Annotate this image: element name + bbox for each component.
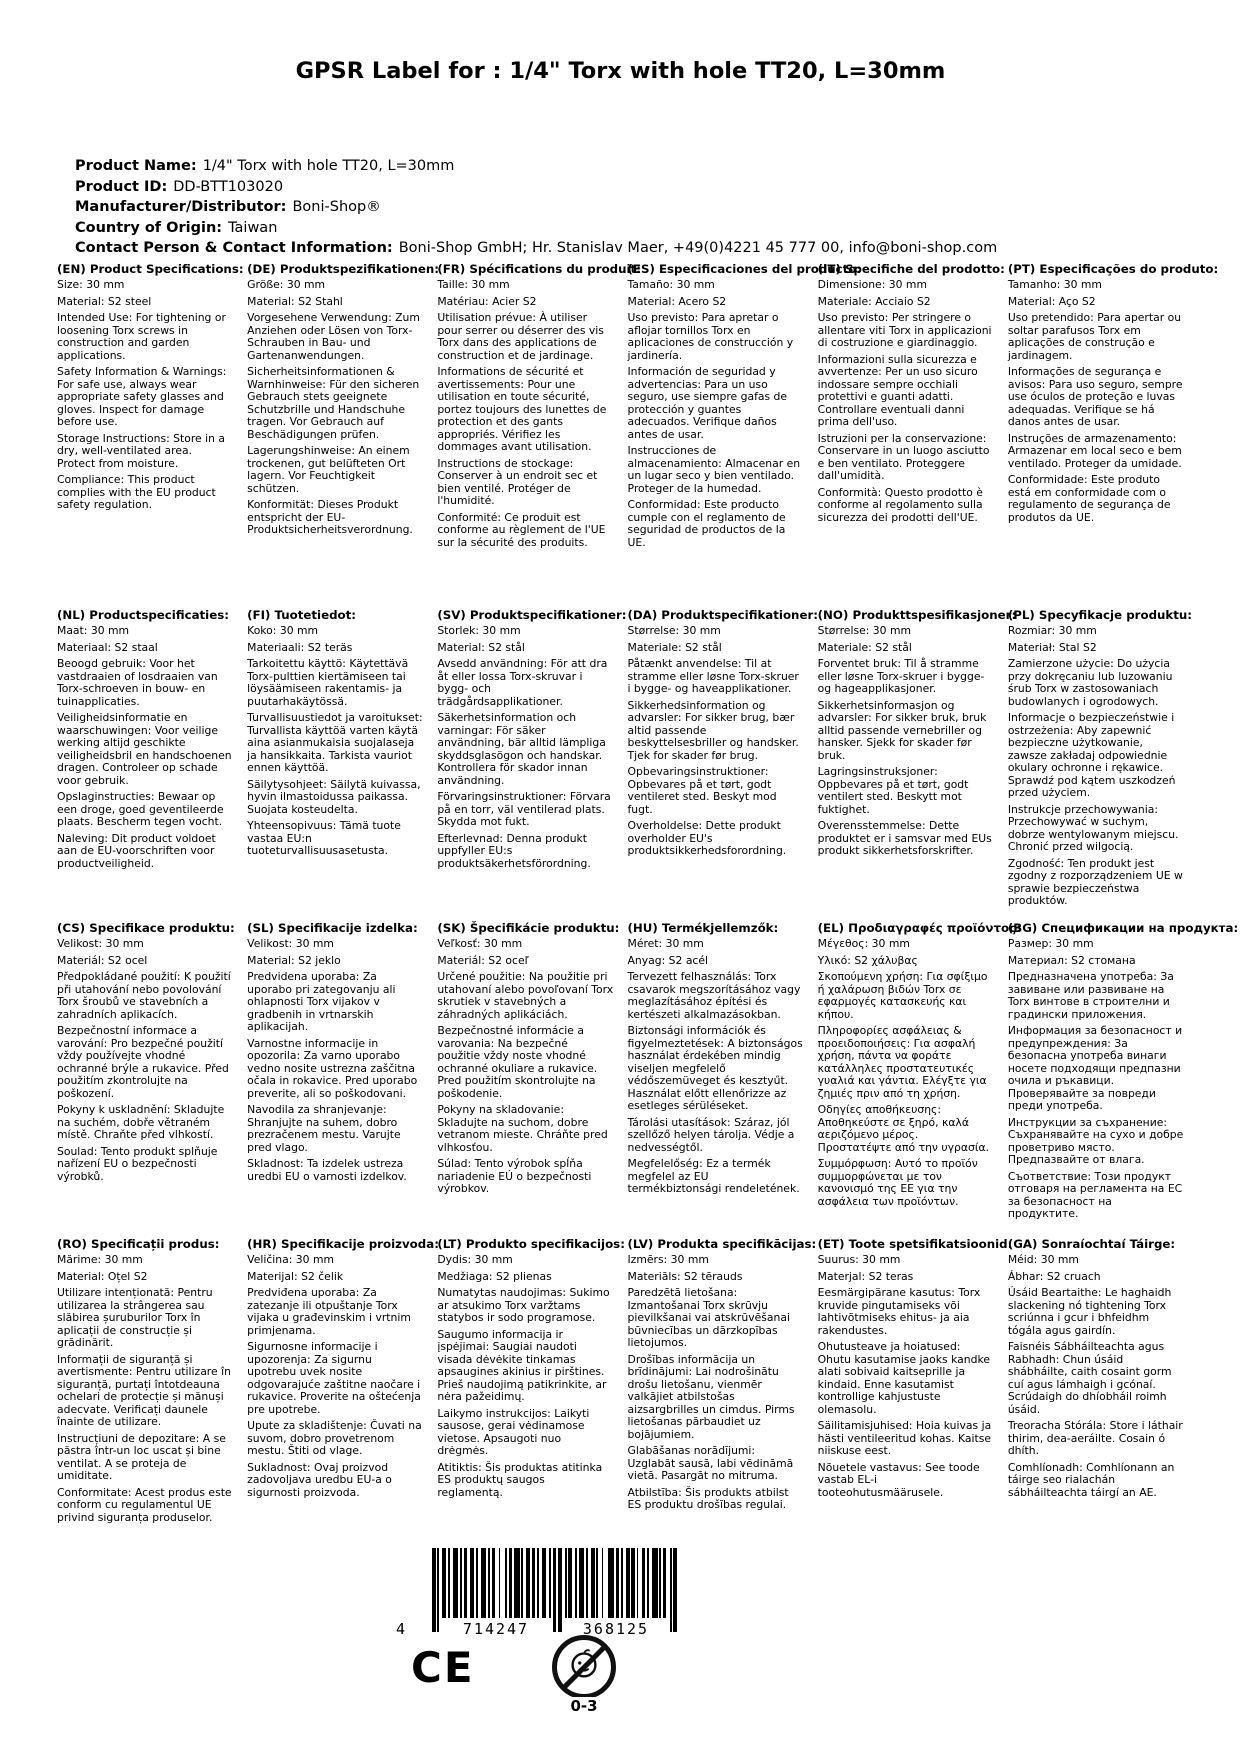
language-block-paragraph: Anyag: S2 acél <box>627 953 709 967</box>
barcode-bar <box>521 1548 523 1618</box>
language-block-heading: (SK) Špecifikácie produktu: <box>437 921 620 935</box>
language-block-paragraph: Compliance: This product complies with the EU product safety regulation. <box>57 473 216 512</box>
language-block-paragraph: Sicherheitsinformationen & Warnhinweise: Für den sicheren Gebrauch stets geeignete Schutzbrille und Handschuhe tragen. Vor Gebrauch auf Beschädigungen prüfen. <box>247 365 420 441</box>
language-block <box>627 262 862 553</box>
language-block-paragraph: Bezpečnostné informácie a varovania: Na bezpečné použitie vždy noste vhodné ochranné okuliare a rukavice. Pred použitím skontrolujte na poškodenie. <box>437 1024 598 1100</box>
language-block <box>1007 262 1219 528</box>
language-block-paragraph: Atitiktis: Šis produktas atitinka ES produktų saugos reglamentą. <box>437 1460 603 1499</box>
barcode-bar <box>532 1548 536 1618</box>
language-block-paragraph: Předpokládané použití: K použití při utahování nebo povolování Torx šroubů ve stavebních a zahradních aplikacích. <box>57 970 231 1021</box>
language-block-paragraph: Съответствие: Този продукт отговаря на регламента на ЕС за безопасност на продуктите. <box>1007 1169 1183 1221</box>
language-block-heading: (DA) Produktspecifikationer: <box>627 608 818 622</box>
language-block-paragraph: Drošības informācija un brīdinājumi: Lai nodrošinātu drošu lietošanu, vienmēr valkājiet atbilstošas aizsargbrilles un cimdus. Pirms lietošanas pārbaudiet uz bojājumiem. <box>627 1352 795 1441</box>
barcode-bar <box>565 1548 567 1618</box>
language-block-paragraph: Turvallisuustiedot ja varoitukset: Turvallista käyttöä varten käytä aina asianmukaisia suojalaseja ja hansikkaita. Tarkista vauriot ennen käyttöä. <box>247 711 423 775</box>
language-block-heading: (HR) Specifikacije proizvoda: <box>247 1237 439 1251</box>
language-block-paragraph: Comhlíonadh: Comhlíonann an táirge seo rialachán sábháilteachta táirgí an AE. <box>1007 1460 1175 1499</box>
language-block <box>627 608 818 862</box>
language-block-paragraph: Predviđena uporaba: Za zatezanje ili otpuštanje Torx vijaka u građevinskim i vrtnim primjenama. <box>247 1286 411 1337</box>
language-block-paragraph: Forventet bruk: Til å stramme eller løsne Torx-skruer i bygge- og hageapplikasjoner. <box>817 657 985 696</box>
barcode-bar <box>460 1548 462 1618</box>
language-block-paragraph: Opslaginstructies: Bewaar op een droge, goed geventileerde plaats. Bescherm tegen vocht. <box>57 790 224 829</box>
barcode-bar <box>575 1548 577 1618</box>
language-block-heading: (LV) Produkta specifikācijas: <box>627 1237 817 1251</box>
language-block-paragraph: Информация за безопасност и предупреждения: За безопасна употреба винаги носете подходящи предпазни очила и ръкавици. Проверявайте за повреди преди употреба. <box>1007 1024 1183 1113</box>
language-block-paragraph: Materijal: S2 čelik <box>247 1269 344 1283</box>
barcode-bar <box>476 1548 478 1618</box>
barcode-bar <box>537 1548 539 1618</box>
language-block-paragraph: Varnostne informacije in opozorila: Za varno uporabo vedno nosite ustrezna zaščitna očala in rokavice. Pred uporabo preverite, ali so poškodovani. <box>247 1036 418 1100</box>
barcode-bar <box>470 1548 474 1618</box>
barcode-bar <box>505 1548 507 1618</box>
language-block-paragraph: Størrelse: 30 mm <box>817 624 911 637</box>
language-block-paragraph: Tervezett felhasználás: Torx csavarok megszorításához vagy meglazításához építési és kertészeti alkalmazásokban. <box>627 970 801 1021</box>
language-block-heading: (FR) Spécifications du produit: <box>437 262 641 276</box>
language-block-paragraph: Informações de segurança e avisos: Para uso seguro, sempre use óculos de proteção e luvas adequadas. Verifique se há danos antes de usar. <box>1007 365 1183 429</box>
language-block <box>57 921 233 1187</box>
language-block-heading: (ES) Especificaciones del producto: <box>627 262 862 276</box>
age-range-label: 0-3 <box>570 1697 598 1715</box>
language-block <box>437 921 620 1200</box>
language-block-paragraph: Størrelse: 30 mm <box>627 624 721 637</box>
language-block-paragraph: Conformidad: Este producto cumple con el reglamento de seguridad de productos de la UE. <box>627 498 786 549</box>
language-block-paragraph: Pokyny na skladovanie: Skladujte na suchom, dobre vetranom mieste. Chráňte pred vlhkosťou. <box>437 1103 608 1154</box>
language-row <box>57 1237 1184 1528</box>
language-block-paragraph: Instrucciones de almacenamiento: Almacenar en un lugar seco y bien ventilado. Proteger de la humedad. <box>627 444 801 495</box>
barcode-bar <box>637 1548 639 1618</box>
barcode-bar <box>659 1548 661 1618</box>
language-block-paragraph: Materiale: Acciaio S2 <box>817 294 931 308</box>
language-block-paragraph: Istruzioni per la conservazione: Conservare in un luogo asciutto e ben ventilato. Proteggere dall'umidità. <box>817 431 990 483</box>
language-block-paragraph: Saugumo informacija ir įspėjimai: Saugiai naudoti visada dėvėkite tinkamas apsaugines akinius ir pirštines. Prieš naudojimą patikrinkite, ar nėra pažeidimų. <box>437 1327 607 1404</box>
language-block-paragraph: Lagerungshinweise: An einem trockenen, gut belüfteten Ort lagern. Vor Feuchtigkeit schützen. <box>247 444 410 495</box>
language-block-paragraph: Conformidade: Este produto está em conformidade com o regulamento de segurança de produtos da UE. <box>1007 473 1171 524</box>
barcode-bar <box>568 1548 572 1618</box>
language-block-heading: (IT) Specifiche del prodotto: <box>817 262 1005 276</box>
language-block-heading: (EL) Προδιαγραφές προϊόντος: <box>817 921 1021 935</box>
barcode-bar <box>616 1548 620 1618</box>
language-block-paragraph: Tamanho: 30 mm <box>1007 278 1102 291</box>
barcode-bar <box>663 1548 667 1618</box>
language-block-paragraph: Uso previsto: Per stringere o allentare viti Torx in applicazioni di costruzione e giardinaggio. <box>817 311 992 350</box>
language-block-paragraph: Material: S2 stål <box>437 640 525 654</box>
language-block-paragraph: Ohutusteave ja hoiatused: Ohutu kasutamise jaoks kandke alati sobivaid kaitseprille ja kindaid. Enne kasutamist kontrollige kahjustuste olemasolu. <box>817 1340 990 1416</box>
language-block-paragraph: Avsedd användning: För att dra åt eller lossa Torx-skruvar i bygg- och trädgårdsapplikationer. <box>437 657 608 708</box>
language-block <box>57 262 244 516</box>
barcode-bar <box>579 1548 584 1618</box>
language-block-paragraph: Materiaali: S2 teräs <box>247 640 353 654</box>
barcode-bar <box>596 1548 598 1618</box>
language-block-paragraph: Glabāšanas norādījumi: Uzglabāt sausā, labi vēdināmā vietā. Pasargāt no mitruma. <box>627 1444 794 1483</box>
language-block-paragraph: Upute za skladištenje: Čuvati na suvom, dobro provetrenom mestu. Štiti od vlage. <box>247 1419 422 1458</box>
language-block-paragraph: Utilizare intenționată: Pentru utilizarea la strângerea sau slăbirea șuruburilor Torx în aplicații de construcție și grădinărit. <box>57 1286 213 1350</box>
language-block-paragraph: Suurus: 30 mm <box>817 1253 901 1266</box>
language-block <box>57 608 233 874</box>
product-field-value: Boni-Shop GmbH; Hr. Stanislav Maer, +49(0)4221 45 777 00, info@boni-shop.com <box>398 240 998 256</box>
language-block-paragraph: Dimensione: 30 mm <box>817 278 927 291</box>
language-block-paragraph: Informacje o bezpieczeństwie i ostrzeżenia: Aby zapewnić bezpieczne użytkowanie, zawsze zakładaj odpowiednie okulary ochronne i rękawice. Sprawdź pod kątem uszkodzeń przed użyciem. <box>1007 711 1176 800</box>
barcode-bar <box>626 1548 630 1618</box>
language-block-paragraph: Предназначена употреба: За завиване или развиване на Torx винтове в строителни и градински приложения. <box>1007 970 1174 1021</box>
product-field-label: Product ID: <box>75 178 168 195</box>
language-block-paragraph: Materiale: S2 stål <box>627 640 722 654</box>
language-block-paragraph: Dydis: 30 mm <box>437 1253 513 1266</box>
barcode-bar <box>442 1548 446 1618</box>
language-block-paragraph: Matériau: Acier S2 <box>437 294 537 308</box>
ce-mark: CE <box>411 1643 475 1692</box>
language-block-paragraph: Οδηγίες αποθήκευσης: Αποθηκεύστε σε ξηρό, καλά αεριζόμενο μέρος. Προστατέψτε από την υγρασία. <box>817 1103 990 1154</box>
language-block-paragraph: Sukladnost: Ovaj proizvod zadovoljava uredbu EU-a o sigurnosti proizvoda. <box>247 1460 392 1499</box>
language-block-paragraph: Naleving: Dit product voldoet aan de EU-voorschriften voor productveiligheid. <box>57 831 216 870</box>
product-field-value: 1/4" Torx with hole TT20, L=30mm <box>202 158 455 174</box>
language-block-paragraph: Efterlevnad: Denna produkt uppfyller EU:s produktsäkerhetsförordning. <box>437 831 591 870</box>
barcode-bar <box>602 1548 604 1618</box>
product-field-value: Taiwan <box>228 219 278 236</box>
language-block-heading: (FI) Tuotetiedot: <box>247 608 356 622</box>
language-block-paragraph: Atbilstība: Šis produkts atbilst ES produktu drošības regulai. <box>627 1485 789 1512</box>
language-block-paragraph: Säilytysohjeet: Säilytä kuivassa, hyvin ilmastoidussa paikassa. Suojata kosteudelta. <box>247 777 421 816</box>
language-block-heading: (RO) Specificații produs: <box>57 1237 220 1251</box>
language-block <box>1007 921 1239 1225</box>
language-block-paragraph: Numatytas naudojimas: Sukimo ar atsukimo Torx varžtams statybos ir sodo programose. <box>437 1286 610 1325</box>
language-block-paragraph: Overholdelse: Dette produkt overholder EU's produktsikkerhedsforordning. <box>627 819 787 858</box>
language-block-heading: (SV) Produktspecifikationer: <box>437 608 627 622</box>
language-block-paragraph: Conformità: Questo prodotto è conforme al regolamento sulla sicurezza dei prodotti dell'UE. <box>817 485 983 524</box>
language-block <box>817 921 1021 1212</box>
barcode-bar <box>591 1548 595 1618</box>
product-field-value: DD-BTT103020 <box>173 178 284 195</box>
language-block-paragraph: Navodila za shranjevanje: Shranjujte na suhem, dobro prezračenem mestu. Varujte pred vlago. <box>247 1103 401 1154</box>
language-block-paragraph: Opbevaringsinstruktioner: Opbevares på et tørt, godt ventileret sted. Beskyt mod fugt. <box>627 765 777 816</box>
language-block-paragraph: Размер: 30 mm <box>1007 937 1094 950</box>
barcode-bar <box>509 1548 513 1618</box>
language-block <box>57 1237 233 1528</box>
language-block-paragraph: Materiál: S2 ocel <box>57 953 148 967</box>
language-block-paragraph: Material: Acero S2 <box>627 294 727 308</box>
language-block <box>437 262 641 553</box>
language-block-paragraph: Mărime: 30 mm <box>57 1253 143 1266</box>
language-block-paragraph: Sikkerhetsinformasjon og advarsler: For sikker bruk, bruk alltid passende vernebriller og hansker. Sjekk for skader før bruk. <box>817 698 987 762</box>
barcode-bar <box>488 1548 490 1618</box>
language-block-paragraph: Konformität: Dieses Produkt entspricht der EU-Produktsicherheitsverordnung. <box>247 498 413 537</box>
page-title: GPSR Label for : 1/4" Torx with hole TT20, L=30mm <box>295 58 946 84</box>
language-block-paragraph: Säkerhetsinformation och varningar: För säker användning, bär alltid lämpliga skyddsglasögon och handskar. Kontrollera för skador innan användning. <box>437 711 606 787</box>
language-block-paragraph: Yhteensopivuus: Tämä tuote vastaa EU:n tuoteturvallisuusasetusta. <box>247 819 401 858</box>
product-field-label: Country of Origin: <box>75 219 223 236</box>
language-block-paragraph: Predvidena uporaba: Za uporabo pri zategovanju ali ohlapnosti Torx vijakov v gradbenih in vrtnarskih aplikacijah. <box>247 970 396 1034</box>
language-block-paragraph: Skladnost: Ta izdelek ustreza uredbi EU o varnosti izdelkov. <box>247 1157 407 1183</box>
language-block-paragraph: Laikymo instrukcijos: Laikyti sausose, gerai vėdinamose vietose. Apsaugoti nuo drėgmės. <box>437 1406 590 1458</box>
language-block-paragraph: Conformité: Ce produit est conforme au règlement de l'UE sur la sécurité des produits. <box>437 510 606 549</box>
language-block-paragraph: Faisnéis Sábháilteachta agus Rabhadh: Chun úsáid shábháilte, caith cosaint gorm cuí agus lámhaigh i gcónaí. Scrúdaigh do dhíobháil roimh úsáid. <box>1007 1340 1172 1416</box>
language-block-heading: (GA) Sonraíochtaí Táirge: <box>1007 1237 1176 1251</box>
product-field-label: Product Name: <box>75 158 197 174</box>
barcode-bar <box>549 1548 551 1618</box>
language-block-heading: (DE) Produktspezifikationen: <box>247 262 440 276</box>
language-block-paragraph: Instruções de armazenamento: Armazenar em local seco e bem ventilado. Proteger da umidade. <box>1007 431 1182 470</box>
language-block-paragraph: Veiligheidsinformatie en waarschuwingen: Voor veilige werking altijd geschikte veiligheidsbril en handschoenen dragen. Controleer op schade voor gebruik. <box>57 711 232 787</box>
language-block-paragraph: Υλικό: S2 χάλυβας <box>817 953 918 967</box>
language-row <box>57 921 1239 1237</box>
language-block-paragraph: Sigurnosne informacije i upozorenja: Za sigurnu upotrebu uvek nosite odgovarajuće zaštitne naočare i rukavice. Proverite na oštećenja pre upotrebe. <box>247 1340 421 1416</box>
barcode-bar <box>586 1548 588 1618</box>
bottom-marks <box>0 1548 1241 1748</box>
language-block <box>247 921 423 1187</box>
language-block-paragraph: Materiál: S2 oceľ <box>437 953 529 967</box>
product-field-label: Manufacturer/Distributor: <box>75 199 287 215</box>
language-block-paragraph: Izmērs: 30 mm <box>627 1253 709 1266</box>
language-block-paragraph: Taille: 30 mm <box>437 278 510 291</box>
language-block-heading: (PT) Especificações do produto: <box>1007 262 1219 276</box>
language-block-paragraph: Материал: S2 стомана <box>1007 953 1136 967</box>
language-grid <box>57 262 1239 1528</box>
language-block-paragraph: Zamierzone użycie: Do użycia przy dokręcaniu lub luzowaniu śrub Torx w zastosowaniach budowlanych i ogrodowych. <box>1007 657 1173 708</box>
language-block-paragraph: Instrukcje przechowywania: Przechowywać w suchym, dobrze wentylowanym miejscu. Chronić przed wilgocią. <box>1007 802 1179 854</box>
language-block <box>627 1237 817 1516</box>
language-block-heading: (EN) Product Specifications: <box>57 262 244 276</box>
language-block-paragraph: Overensstemmelse: Dette produktet er i samsvar med EUs produkt sikkerhetsforskrifter. <box>817 819 992 858</box>
language-block-paragraph: Safety Information & Warnings: For safe use, always wear appropriate safety glasses and gloves. Inspect for damage before use. <box>57 365 227 429</box>
language-block-heading: (NO) Produkttspesifikasjoner: <box>817 608 1017 622</box>
language-block-paragraph: Material: Oțel S2 <box>57 1269 148 1283</box>
language-block-heading: (SL) Specifikacije izdelka: <box>247 921 418 935</box>
language-block-paragraph: Conformitate: Acest produs este conform cu regulamentul UE privind siguranța produselor. <box>57 1485 232 1524</box>
barcode <box>396 1548 684 1644</box>
language-block-paragraph: Utilisation prévue: À utiliser pour serrer ou déserrer des vis Torx dans des applications de construction et de jardinage. <box>437 311 604 362</box>
language-block-paragraph: Rozmiar: 30 mm <box>1007 624 1097 637</box>
language-block-paragraph: Informations de sécurité et avertissements: Pour une utilisation en toute sécurité, portez toujours des lunettes de protection et des gants appropriés. Vérifiez les dommages avant utilisation. <box>437 365 607 454</box>
barcode-bar <box>647 1548 649 1618</box>
language-block-paragraph: Beoogd gebruik: Voor het vastdraaien of losdraaien van Torx-schroeven in bouw- en tuinapplicaties. <box>57 657 218 708</box>
language-block <box>628 921 804 1200</box>
product-field <box>75 238 1186 259</box>
language-block-paragraph: Materjal: S2 teras <box>817 1269 914 1283</box>
barcode-bar <box>621 1548 623 1618</box>
language-block-paragraph: Größe: 30 mm <box>247 278 326 291</box>
language-block-paragraph: Instrucțiuni de depozitare: A se păstra într-un loc uscat și bine ventilat. A se proteja de umiditate. <box>57 1431 226 1483</box>
language-block-paragraph: Informazioni sulla sicurezza e avvertenze: Per un uso sicuro indossare sempre occhiali protettivi e guanti adatti. Controllare eventuali danni prima dell'uso. <box>817 352 978 429</box>
language-block-paragraph: Tárolási utasítások: Száraz, jól szellőző helyen tárolja. Védje a nedvességtől. <box>627 1115 795 1154</box>
language-block-paragraph: Material: S2 Stahl <box>247 294 343 308</box>
barcode-bar <box>514 1548 519 1618</box>
language-block-heading: (NL) Productspecificaties: <box>57 608 229 622</box>
language-block-paragraph: Velikost: 30 mm <box>57 937 144 950</box>
language-block <box>817 1237 1013 1503</box>
language-block-paragraph: Informații de siguranță și avertismente: Pentru utilizare în siguranță, purtați întotdeauna ochelari de protecție și mănuși adecvate. Verificați daunele înainte de utilizare. <box>57 1352 231 1429</box>
language-block-paragraph: Veličina: 30 mm <box>247 1253 335 1266</box>
language-block-paragraph: Συμμόρφωση: Αυτό το προϊόν συμμορφώνεται με τον κανονισμό της ΕΕ για την ασφάλεια των προϊόντων. <box>817 1157 978 1208</box>
language-block-paragraph: Material: Aço S2 <box>1007 294 1096 308</box>
language-block-paragraph: Pokyny k uskladnění: Skladujte na suchém, dobře větraném místě. Chraňte před vlhkostí. <box>57 1103 225 1142</box>
language-block-paragraph: Uso pretendido: Para apertar ou soltar parafusos Torx em aplicações de construção e jardinagem. <box>1007 311 1182 362</box>
product-field <box>75 197 1186 218</box>
language-block-paragraph: Инструкции за съхранение: Съхранявайте на сухо и добре проветриво място. Предпазвайте от влага. <box>1007 1115 1184 1167</box>
language-block <box>437 608 627 874</box>
language-block-paragraph: Tarkoitettu käyttö: Käytettävä Torx-pulttien kiertämiseen tai löysäämiseen rakentamis- ja puutarhakäytössä. <box>247 657 409 708</box>
language-block-paragraph: Súlad: Tento výrobok spĺňa nariadenie EÚ o bezpečnosti výrobkov. <box>437 1157 592 1196</box>
language-block-paragraph: Materiāls: S2 tērauds <box>627 1269 743 1283</box>
language-row <box>57 262 1219 608</box>
language-block-paragraph: Určené použitie: Na použitie pri utahovaní alebo povoľovaní Torx skrutiek v stavebných a záhradných aplikáciách. <box>437 970 614 1021</box>
language-block-paragraph: Size: 30 mm <box>57 278 125 291</box>
language-block-paragraph: Påtænkt anvendelse: Til at stramme eller løsne Torx-skruer i bygge- og haveapplikationer. <box>627 657 799 696</box>
barcode-bar <box>481 1548 486 1618</box>
language-block-paragraph: Materiaal: S2 staal <box>57 640 158 654</box>
language-row <box>57 608 1193 921</box>
language-block <box>247 608 423 862</box>
language-block-paragraph: Soulad: Tento produkt splňuje nařízení EU o bezpečnosti výrobků. <box>57 1144 218 1183</box>
language-block-heading: (PL) Specyfikacje produktu: <box>1007 608 1193 622</box>
language-block <box>1008 1237 1184 1503</box>
language-block-heading: (ET) Toote spetsifikatsioonid: <box>817 1237 1013 1251</box>
language-block-paragraph: Méret: 30 mm <box>627 937 704 950</box>
product-field <box>75 156 1186 177</box>
language-block-heading: (HU) Termékjellemzők: <box>627 921 779 935</box>
language-block-paragraph: Maat: 30 mm <box>57 624 130 637</box>
language-block-paragraph: Vorgesehene Verwendung: Zum Anziehen oder Lösen von Torx-Schrauben in Bau- und Gartenanwendungen. <box>247 311 420 362</box>
language-block <box>817 262 1005 528</box>
product-field-label: Contact Person & Contact Information: <box>75 240 393 256</box>
product-field <box>75 177 1186 198</box>
language-block <box>437 1237 625 1503</box>
product-field-value: Boni-Shop® <box>292 199 381 215</box>
language-block-paragraph: Información de seguridad y advertencias: Para un uso seguro, use siempre gafas de protección y guantes adecuados. Verifique daños antes de usar. <box>627 365 788 441</box>
barcode-bar <box>453 1548 458 1618</box>
language-block-paragraph: Megfelelőség: Ez a termék megfelel az EU termékbiztonsági rendeletének. <box>627 1157 800 1196</box>
barcode-bar <box>464 1548 468 1618</box>
barcode-bar <box>526 1548 530 1618</box>
barcode-bar <box>608 1548 613 1618</box>
language-block-paragraph: Σκοπούμενη χρήση: Για σφίξιμο ή χαλάρωση βιδών Torx σε εφαρμογές κατασκευής και κήπου. <box>817 970 988 1021</box>
barcode-right-digits: 368125 <box>566 1620 666 1638</box>
language-block-paragraph: Material: S2 steel <box>57 294 152 308</box>
language-block <box>817 608 1017 862</box>
barcode-left-digits: 714247 <box>446 1620 546 1638</box>
barcode-bar <box>499 1548 501 1618</box>
language-block-paragraph: Instructions de stockage: Conserver à un endroit sec et bien ventilé. Protéger de l'humidité. <box>437 456 598 508</box>
language-block-paragraph: Veľkosť: 30 mm <box>437 937 523 950</box>
language-block <box>247 1237 439 1503</box>
language-block-paragraph: Ábhar: S2 cruach <box>1007 1269 1101 1283</box>
language-block-paragraph: Tamaño: 30 mm <box>627 278 715 291</box>
barcode-bar <box>448 1548 450 1618</box>
barcode-bar <box>542 1548 546 1618</box>
barcode-bar <box>631 1548 635 1618</box>
product-info <box>75 156 1186 259</box>
language-block-paragraph: Sikkerhedsinformation og advarsler: For sikker brug, bær altid passende beskyttelsesbriller og handsker. Tjek for skader før brug. <box>627 698 799 762</box>
product-field <box>75 218 1186 239</box>
language-block-paragraph: Intended Use: For tightening or loosening Torx screws in construction and garden applications. <box>57 311 226 362</box>
barcode-prefix-digit: 4 <box>396 1620 406 1638</box>
language-block-paragraph: Uso previsto: Para apretar o aflojar tornillos Torx en aplicaciones de construcción y jardinería. <box>627 311 794 362</box>
language-block-heading: (BG) Спецификации на продукта: <box>1007 921 1239 935</box>
language-block-paragraph: Säilitamisjuhised: Hoia kuivas ja hästi ventileeritud kohas. Kaitse niiskuse eest. <box>817 1419 992 1458</box>
language-block-heading: (LT) Produkto specifikacijos: <box>437 1237 625 1251</box>
barcode-bar <box>652 1548 657 1618</box>
language-block-paragraph: Μέγεθος: 30 mm <box>817 937 910 950</box>
language-block-paragraph: Velikost: 30 mm <box>247 937 334 950</box>
age-warning-icon <box>552 1635 616 1715</box>
language-block <box>1007 608 1193 912</box>
language-block <box>247 262 440 541</box>
barcode-bar <box>642 1548 646 1618</box>
language-block-paragraph: Treoracha Stórála: Store i láthair thirim, dea-aeráilte. Cosain ó dhíth. <box>1007 1419 1183 1458</box>
language-block-paragraph: Zgodność: Ten produkt jest zgodny z rozporządzeniem UE w sprawie bezpieczeństwa produktów. <box>1007 856 1183 908</box>
language-block-paragraph: Nõuetele vastavus: See toode vastab EL-i tooteohutusmäärusele. <box>817 1460 980 1499</box>
language-block-paragraph: Koko: 30 mm <box>247 624 319 637</box>
barcode-bar <box>492 1548 496 1618</box>
language-block-paragraph: Πληροφορίες ασφάλειας & προειδοποιήσεις: Για ασφαλή χρήση, πάντα να φοράτε κατάλληλες προστατευτικές γυαλιά και γάντια. Ελέγξτε για ζημιές πριν από τη χρήση. <box>817 1024 987 1100</box>
language-block-paragraph: Storlek: 30 mm <box>437 624 521 637</box>
language-block-paragraph: Storage Instructions: Store in a dry, well-ventilated area. Protect from moisture. <box>57 431 226 470</box>
language-block-paragraph: Lagringsinstruksjoner: Oppbevares på et tørt, godt ventilert sted. Beskytt mot fuktighet. <box>817 765 969 816</box>
language-block-paragraph: Materiał: Stal S2 <box>1007 640 1097 654</box>
language-block-paragraph: Medžiaga: S2 plienas <box>437 1269 552 1283</box>
language-block-paragraph: Biztonsági információk és figyelmeztetések: A biztonságos használat érdekében mindig viseljen megfelelő védőszemüveget és kesztyűt. Használat előtt ellenőrizze az esetleges sérüléseket. <box>627 1024 803 1113</box>
language-block-paragraph: Paredzētā lietošana: Izmantošanai Torx skrūvju pievilkšanai vai atskrūvēšanai būvniecības un dārzkopības lietojumos. <box>627 1286 790 1350</box>
language-block-paragraph: Material: S2 jeklo <box>247 953 341 967</box>
language-block-paragraph: Materiale: S2 stål <box>817 640 912 654</box>
language-block-paragraph: Förvaringsinstruktioner: Förvara på en torr, väl ventilerad plats. Skydda mot fukt. <box>437 790 611 829</box>
language-block-paragraph: Méid: 30 mm <box>1007 1253 1079 1266</box>
language-block-paragraph: Eesmärgipärane kasutus: Torx kruvide pingutamiseks või lahtivõtmiseks ehitus- ja aia rakendustes. <box>817 1286 981 1337</box>
language-block-paragraph: Úsáid Beartaithe: Le haghaidh slackening nó tightening Torx scriúnna i gcur i bhfeidhm tógála agus gairdín. <box>1007 1286 1172 1337</box>
language-block-heading: (CS) Specifikace produktu: <box>57 921 235 935</box>
language-block-paragraph: Bezpečnostní informace a varování: Pro bezpečné použití vždy používejte vhodné ochranné brýle a rukavice. Před použitím zkontrolujte na poškození. <box>57 1024 229 1100</box>
